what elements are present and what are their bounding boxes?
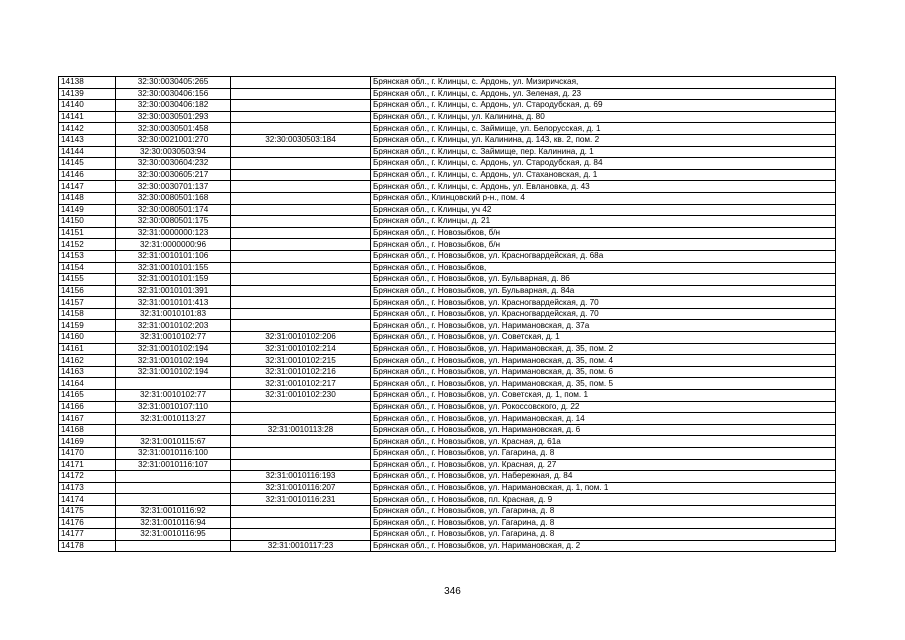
linked-cadastral-number-cell bbox=[231, 505, 371, 517]
cadastral-number-cell: 32:31:0010107:110 bbox=[116, 401, 231, 413]
table-row bbox=[59, 413, 836, 425]
linked-cadastral-number-cell bbox=[231, 204, 371, 216]
linked-cadastral-number-cell: 32:31:0010116:207 bbox=[231, 482, 371, 494]
linked-cadastral-number-cell bbox=[231, 158, 371, 170]
address-cell: Брянская обл., г. Новозыбков, ул. Наримановская, д. 35, пом. 6 bbox=[371, 366, 836, 378]
cadastral-number-cell: 32:31:0000000:123 bbox=[116, 227, 231, 239]
row-number-cell: 14167 bbox=[59, 413, 116, 425]
address-cell: Брянская обл., г. Новозыбков, ул. Гагарина, д. 8 bbox=[371, 505, 836, 517]
table-row bbox=[59, 471, 836, 483]
table-row bbox=[59, 378, 836, 390]
address-cell: Брянская обл., г. Новозыбков, ул. Наримановская, д. 6 bbox=[371, 424, 836, 436]
cadastral-number-cell: 32:31:0000000:96 bbox=[116, 239, 231, 251]
linked-cadastral-number-cell: 32:30:0030503:184 bbox=[231, 134, 371, 146]
address-cell: Брянская обл., г. Клинцы, с. Ардонь, ул. Стародубская, д. 69 bbox=[371, 100, 836, 112]
linked-cadastral-number-cell: 32:31:0010102:215 bbox=[231, 355, 371, 367]
linked-cadastral-number-cell: 32:31:0010102:206 bbox=[231, 332, 371, 344]
address-cell: Брянская обл., г. Новозыбков, ул. Наримановская, д. 2 bbox=[371, 540, 836, 552]
row-number-cell: 14161 bbox=[59, 343, 116, 355]
row-number-cell: 14139 bbox=[59, 88, 116, 100]
linked-cadastral-number-cell bbox=[231, 100, 371, 112]
cadastral-number-cell: 32:30:0030605:217 bbox=[116, 169, 231, 181]
linked-cadastral-number-cell: 32:31:0010102:217 bbox=[231, 378, 371, 390]
cadastral-number-cell: 32:31:0010113:27 bbox=[116, 413, 231, 425]
linked-cadastral-number-cell bbox=[231, 123, 371, 135]
address-cell: Брянская обл., Клинцовский р-н., пом. 4 bbox=[371, 192, 836, 204]
table-row bbox=[59, 250, 836, 262]
cadastral-number-cell: 32:31:0010102:194 bbox=[116, 343, 231, 355]
linked-cadastral-number-cell bbox=[231, 77, 371, 89]
address-cell: Брянская обл., г. Клинцы, с. Займище, пер. Калинина, д. 1 bbox=[371, 146, 836, 158]
linked-cadastral-number-cell bbox=[231, 216, 371, 228]
row-number-cell: 14169 bbox=[59, 436, 116, 448]
address-cell: Брянская обл., г. Новозыбков, bbox=[371, 262, 836, 274]
registry-table bbox=[58, 76, 836, 552]
row-number-cell: 14170 bbox=[59, 448, 116, 460]
registry-table-body bbox=[59, 77, 836, 552]
cadastral-number-cell: 32:30:0080501:174 bbox=[116, 204, 231, 216]
table-row bbox=[59, 146, 836, 158]
address-cell: Брянская обл., г. Новозыбков, ул. Бульварная, д. 86 bbox=[371, 274, 836, 286]
address-cell: Брянская обл., г. Новозыбков, ул. Набережная, д. 84 bbox=[371, 471, 836, 483]
row-number-cell: 14168 bbox=[59, 424, 116, 436]
cadastral-number-cell: 32:31:0010101:106 bbox=[116, 250, 231, 262]
linked-cadastral-number-cell bbox=[231, 459, 371, 471]
table-row bbox=[59, 262, 836, 274]
table-row bbox=[59, 158, 836, 170]
address-cell: Брянская обл., г. Новозыбков, б/н bbox=[371, 239, 836, 251]
linked-cadastral-number-cell bbox=[231, 146, 371, 158]
row-number-cell: 14166 bbox=[59, 401, 116, 413]
table-row bbox=[59, 343, 836, 355]
row-number-cell: 14162 bbox=[59, 355, 116, 367]
cadastral-number-cell bbox=[116, 494, 231, 506]
address-cell: Брянская обл., г. Новозыбков, ул. Красногвардейская, д. 70 bbox=[371, 308, 836, 320]
linked-cadastral-number-cell bbox=[231, 111, 371, 123]
address-cell: Брянская обл., г. Новозыбков, ул. Наримановская, д. 35, пом. 5 bbox=[371, 378, 836, 390]
row-number-cell: 14160 bbox=[59, 332, 116, 344]
table-row bbox=[59, 308, 836, 320]
cadastral-number-cell: 32:30:0021001:270 bbox=[116, 134, 231, 146]
address-cell: Брянская обл., г. Новозыбков, ул. Бульварная, д. 84а bbox=[371, 285, 836, 297]
address-cell: Брянская обл., г. Клинцы, с. Ардонь, ул. Стахановская, д. 1 bbox=[371, 169, 836, 181]
address-cell: Брянская обл., г. Клинцы, ул. Калинина, д. 143, кв. 2, пом. 2 bbox=[371, 134, 836, 146]
address-cell: Брянская обл., г. Клинцы, с. Ардонь, ул. Зеленая, д. 23 bbox=[371, 88, 836, 100]
table-row bbox=[59, 204, 836, 216]
table-row bbox=[59, 169, 836, 181]
table-row bbox=[59, 517, 836, 529]
cadastral-number-cell: 32:31:0010101:159 bbox=[116, 274, 231, 286]
linked-cadastral-number-cell bbox=[231, 181, 371, 193]
linked-cadastral-number-cell: 32:31:0010117:23 bbox=[231, 540, 371, 552]
linked-cadastral-number-cell: 32:31:0010102:214 bbox=[231, 343, 371, 355]
table-row bbox=[59, 285, 836, 297]
table-row bbox=[59, 459, 836, 471]
address-cell: Брянская обл., г. Новозыбков, ул. Наримановская, д. 35, пом. 2 bbox=[371, 343, 836, 355]
cadastral-number-cell: 32:31:0010102:194 bbox=[116, 355, 231, 367]
linked-cadastral-number-cell bbox=[231, 448, 371, 460]
row-number-cell: 14171 bbox=[59, 459, 116, 471]
linked-cadastral-number-cell bbox=[231, 239, 371, 251]
linked-cadastral-number-cell bbox=[231, 401, 371, 413]
row-number-cell: 14146 bbox=[59, 169, 116, 181]
cadastral-number-cell: 32:31:0010116:100 bbox=[116, 448, 231, 460]
address-cell: Брянская обл., г. Новозыбков, ул. Рокоссовского, д. 22 bbox=[371, 401, 836, 413]
linked-cadastral-number-cell bbox=[231, 285, 371, 297]
cadastral-number-cell: 32:30:0080501:168 bbox=[116, 192, 231, 204]
table-row bbox=[59, 332, 836, 344]
cadastral-number-cell: 32:31:0010101:155 bbox=[116, 262, 231, 274]
table-row bbox=[59, 100, 836, 112]
row-number-cell: 14153 bbox=[59, 250, 116, 262]
address-cell: Брянская обл., г. Клинцы, с. Ардонь, ул. Стародубская, д. 84 bbox=[371, 158, 836, 170]
row-number-cell: 14164 bbox=[59, 378, 116, 390]
cadastral-number-cell: 32:31:0010116:94 bbox=[116, 517, 231, 529]
cadastral-number-cell: 32:31:0010115:67 bbox=[116, 436, 231, 448]
linked-cadastral-number-cell: 32:31:0010102:216 bbox=[231, 366, 371, 378]
linked-cadastral-number-cell: 32:31:0010116:231 bbox=[231, 494, 371, 506]
table-row bbox=[59, 390, 836, 402]
table-row bbox=[59, 134, 836, 146]
table-row bbox=[59, 274, 836, 286]
address-cell: Брянская обл., г. Новозыбков, ул. Наримановская, д. 14 bbox=[371, 413, 836, 425]
address-cell: Брянская обл., г. Новозыбков, пл. Красная, д. 9 bbox=[371, 494, 836, 506]
row-number-cell: 14178 bbox=[59, 540, 116, 552]
row-number-cell: 14142 bbox=[59, 123, 116, 135]
linked-cadastral-number-cell bbox=[231, 250, 371, 262]
cadastral-number-cell: 32:30:0030604:232 bbox=[116, 158, 231, 170]
cadastral-number-cell: 32:31:0010116:107 bbox=[116, 459, 231, 471]
row-number-cell: 14163 bbox=[59, 366, 116, 378]
address-cell: Брянская обл., г. Новозыбков, ул. Красногвардейская, д. 70 bbox=[371, 297, 836, 309]
row-number-cell: 14138 bbox=[59, 77, 116, 89]
cadastral-number-cell bbox=[116, 482, 231, 494]
table-row bbox=[59, 494, 836, 506]
cadastral-number-cell: 32:30:0030405:265 bbox=[116, 77, 231, 89]
cadastral-number-cell: 32:31:0010102:77 bbox=[116, 390, 231, 402]
cadastral-number-cell bbox=[116, 471, 231, 483]
cadastral-number-cell: 32:30:0030501:293 bbox=[116, 111, 231, 123]
row-number-cell: 14174 bbox=[59, 494, 116, 506]
table-row bbox=[59, 192, 836, 204]
cadastral-number-cell: 32:30:0030501:458 bbox=[116, 123, 231, 135]
address-cell: Брянская обл., г. Новозыбков, ул. Гагарина, д. 8 bbox=[371, 529, 836, 541]
table-row bbox=[59, 227, 836, 239]
row-number-cell: 14143 bbox=[59, 134, 116, 146]
address-cell: Брянская обл., г. Клинцы, уч 42 bbox=[371, 204, 836, 216]
linked-cadastral-number-cell bbox=[231, 274, 371, 286]
cadastral-number-cell bbox=[116, 540, 231, 552]
address-cell: Брянская обл., г. Новозыбков, ул. Наримановская, д. 35, пом. 4 bbox=[371, 355, 836, 367]
row-number-cell: 14175 bbox=[59, 505, 116, 517]
row-number-cell: 14152 bbox=[59, 239, 116, 251]
cadastral-number-cell bbox=[116, 424, 231, 436]
page-number: 346 bbox=[444, 586, 461, 597]
table-row bbox=[59, 297, 836, 309]
row-number-cell: 14144 bbox=[59, 146, 116, 158]
cadastral-number-cell: 32:31:0010102:77 bbox=[116, 332, 231, 344]
table-row bbox=[59, 436, 836, 448]
linked-cadastral-number-cell bbox=[231, 436, 371, 448]
cadastral-number-cell: 32:31:0010101:391 bbox=[116, 285, 231, 297]
linked-cadastral-number-cell: 32:31:0010113:28 bbox=[231, 424, 371, 436]
row-number-cell: 14177 bbox=[59, 529, 116, 541]
address-cell: Брянская обл., г. Новозыбков, ул. Советская, д. 1 bbox=[371, 332, 836, 344]
cadastral-number-cell: 32:31:0010102:203 bbox=[116, 320, 231, 332]
row-number-cell: 14165 bbox=[59, 390, 116, 402]
address-cell: Брянская обл., г. Новозыбков, ул. Советская, д. 1, пом. 1 bbox=[371, 390, 836, 402]
linked-cadastral-number-cell bbox=[231, 308, 371, 320]
row-number-cell: 14155 bbox=[59, 274, 116, 286]
cadastral-number-cell: 32:30:0030406:156 bbox=[116, 88, 231, 100]
table-row bbox=[59, 540, 836, 552]
linked-cadastral-number-cell: 32:31:0010116:193 bbox=[231, 471, 371, 483]
linked-cadastral-number-cell bbox=[231, 517, 371, 529]
row-number-cell: 14140 bbox=[59, 100, 116, 112]
table-row bbox=[59, 424, 836, 436]
row-number-cell: 14156 bbox=[59, 285, 116, 297]
table-row bbox=[59, 355, 836, 367]
cadastral-number-cell: 32:31:0010116:95 bbox=[116, 529, 231, 541]
table-row bbox=[59, 216, 836, 228]
table-row bbox=[59, 366, 836, 378]
linked-cadastral-number-cell bbox=[231, 169, 371, 181]
address-cell: Брянская обл., г. Клинцы, д. 21 bbox=[371, 216, 836, 228]
table-row bbox=[59, 123, 836, 135]
row-number-cell: 14141 bbox=[59, 111, 116, 123]
address-cell: Брянская обл., г. Новозыбков, ул. Гагарина, д. 8 bbox=[371, 448, 836, 460]
cadastral-number-cell: 32:31:0010116:92 bbox=[116, 505, 231, 517]
row-number-cell: 14159 bbox=[59, 320, 116, 332]
address-cell: Брянская обл., г. Новозыбков, б/н bbox=[371, 227, 836, 239]
row-number-cell: 14149 bbox=[59, 204, 116, 216]
row-number-cell: 14158 bbox=[59, 308, 116, 320]
row-number-cell: 14148 bbox=[59, 192, 116, 204]
cadastral-number-cell: 32:30:0080501:175 bbox=[116, 216, 231, 228]
row-number-cell: 14154 bbox=[59, 262, 116, 274]
address-cell: Брянская обл., г. Новозыбков, ул. Гагарина, д. 8 bbox=[371, 517, 836, 529]
table-row bbox=[59, 111, 836, 123]
linked-cadastral-number-cell bbox=[231, 192, 371, 204]
table-row bbox=[59, 482, 836, 494]
table-row bbox=[59, 505, 836, 517]
address-cell: Брянская обл., г. Новозыбков, ул. Красная, д. 27 bbox=[371, 459, 836, 471]
linked-cadastral-number-cell bbox=[231, 529, 371, 541]
table-row bbox=[59, 401, 836, 413]
linked-cadastral-number-cell bbox=[231, 297, 371, 309]
address-cell: Брянская обл., г. Новозыбков, ул. Наримановская, д. 1, пом. 1 bbox=[371, 482, 836, 494]
row-number-cell: 14157 bbox=[59, 297, 116, 309]
linked-cadastral-number-cell bbox=[231, 262, 371, 274]
table-row bbox=[59, 181, 836, 193]
table-row bbox=[59, 77, 836, 89]
row-number-cell: 14173 bbox=[59, 482, 116, 494]
linked-cadastral-number-cell bbox=[231, 88, 371, 100]
linked-cadastral-number-cell bbox=[231, 227, 371, 239]
row-number-cell: 14151 bbox=[59, 227, 116, 239]
cadastral-number-cell: 32:31:0010101:83 bbox=[116, 308, 231, 320]
table-row bbox=[59, 320, 836, 332]
table-row bbox=[59, 529, 836, 541]
address-cell: Брянская обл., г. Новозыбков, ул. Красногвардейская, д. 68а bbox=[371, 250, 836, 262]
address-cell: Брянская обл., г. Клинцы, с. Ардонь, ул. Мизиричская, bbox=[371, 77, 836, 89]
cadastral-number-cell: 32:30:0030406:182 bbox=[116, 100, 231, 112]
linked-cadastral-number-cell bbox=[231, 320, 371, 332]
linked-cadastral-number-cell bbox=[231, 413, 371, 425]
address-cell: Брянская обл., г. Клинцы, с. Ардонь, ул. Евлановка, д. 43 bbox=[371, 181, 836, 193]
table-row bbox=[59, 88, 836, 100]
table-row bbox=[59, 448, 836, 460]
cadastral-number-cell: 32:30:0030701:137 bbox=[116, 181, 231, 193]
cadastral-number-cell bbox=[116, 378, 231, 390]
cadastral-number-cell: 32:31:0010102:194 bbox=[116, 366, 231, 378]
address-cell: Брянская обл., г. Клинцы, с. Займище, ул. Белорусская, д. 1 bbox=[371, 123, 836, 135]
row-number-cell: 14145 bbox=[59, 158, 116, 170]
cadastral-number-cell: 32:31:0010101:413 bbox=[116, 297, 231, 309]
linked-cadastral-number-cell: 32:31:0010102:230 bbox=[231, 390, 371, 402]
row-number-cell: 14176 bbox=[59, 517, 116, 529]
address-cell: Брянская обл., г. Клинцы, ул. Калинина, д. 80 bbox=[371, 111, 836, 123]
row-number-cell: 14150 bbox=[59, 216, 116, 228]
address-cell: Брянская обл., г. Новозыбков, ул. Красная, д. 61а bbox=[371, 436, 836, 448]
row-number-cell: 14172 bbox=[59, 471, 116, 483]
row-number-cell: 14147 bbox=[59, 181, 116, 193]
address-cell: Брянская обл., г. Новозыбков, ул. Наримановская, д. 37а bbox=[371, 320, 836, 332]
table-row bbox=[59, 239, 836, 251]
cadastral-number-cell: 32:30:0030503:94 bbox=[116, 146, 231, 158]
